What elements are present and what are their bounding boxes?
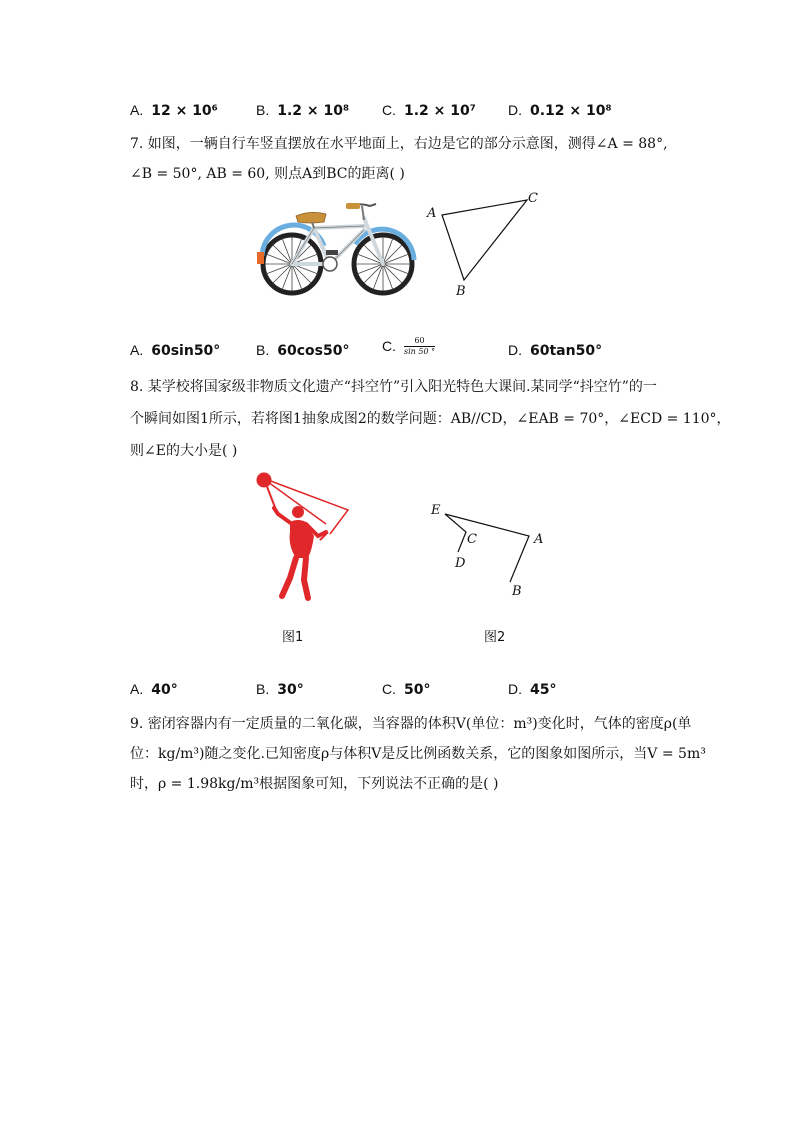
q8-option-a-value: 40° bbox=[151, 682, 178, 698]
q8-option-d bbox=[508, 681, 556, 698]
point-label-b: B bbox=[512, 584, 522, 599]
q9-text-line-2: 位：kg/m³)随之变化.已知密度ρ与体积V是反比例函数关系，它的图象如图所示，当V = 5m³ bbox=[130, 746, 706, 762]
bicycle-illustration bbox=[252, 198, 418, 300]
point-label-b: B bbox=[456, 284, 466, 299]
point-label-c: C bbox=[467, 532, 477, 547]
q8-option-d-value: 45° bbox=[530, 682, 557, 698]
q7-triangle-diagram bbox=[424, 190, 544, 300]
q8-geometry-diagram bbox=[428, 500, 558, 600]
q7-option-c-fraction bbox=[404, 336, 435, 357]
q6-option-d-value: 0.12 × 10⁸ bbox=[530, 103, 612, 119]
q8-option-c-label: C. bbox=[382, 681, 396, 697]
q7-option-a-value: 60sin50° bbox=[151, 343, 221, 359]
q8-text-line-2: 个瞬间如图1所示，若将图1抽象成图2的数学问题：AB//CD，∠EAB = 70°，∠ECD = 110°， bbox=[130, 411, 731, 427]
q6-option-b-label: B. bbox=[256, 102, 270, 118]
q8-option-d-label: D. bbox=[508, 681, 522, 697]
q7-text-line-1: 7. 如图，一辆自行车竖直摆放在水平地面上，右边是它的部分示意图，测得∠A = 88°, bbox=[130, 136, 668, 152]
triangle-abc bbox=[442, 200, 527, 280]
q7-option-c-numerator: 60 bbox=[404, 336, 435, 347]
q8-option-b-label: B. bbox=[256, 681, 270, 697]
q7-option-b bbox=[256, 342, 349, 359]
point-label-a: A bbox=[534, 532, 544, 547]
q6-option-a bbox=[130, 102, 218, 119]
player-left-arm bbox=[274, 508, 292, 524]
point-label-e: E bbox=[431, 503, 441, 518]
q7-text-line-2: ∠B = 50°, AB = 60, 则点A到BC的距离( ) bbox=[130, 166, 405, 182]
player-head bbox=[292, 506, 304, 518]
player-legs bbox=[282, 558, 308, 598]
q8-option-a-label: A. bbox=[130, 681, 144, 697]
q7-option-c-label: C. bbox=[382, 337, 396, 354]
q7-option-d-label: D. bbox=[508, 342, 522, 358]
q8-option-b-value: 30° bbox=[277, 682, 304, 698]
q7-option-c-denominator: sin 50 ° bbox=[404, 347, 436, 356]
segment-ec-cd bbox=[445, 514, 466, 552]
q6-option-d bbox=[508, 102, 612, 119]
q9-text-line-3: 时，ρ = 1.98kg/m³根据图象可知，下列说法不正确的是( ) bbox=[130, 776, 499, 792]
figure-1-caption: 图1 bbox=[282, 630, 304, 645]
q6-option-a-value: 12 × 10⁶ bbox=[151, 103, 218, 119]
q7-option-d-value: 60tan50° bbox=[530, 343, 603, 359]
bicycle-rear-light bbox=[257, 252, 264, 264]
q8-text-line-3: 则∠E的大小是( ) bbox=[130, 443, 238, 459]
bicycle-handle-grip bbox=[346, 203, 360, 209]
q8-option-c bbox=[382, 681, 430, 698]
q9-text-line-1: 9. 密闭容器内有一定质量的二氧化碳，当容器的体积V(单位：m³)变化时，气体的密度ρ(单 bbox=[130, 716, 692, 732]
q6-option-a-label: A. bbox=[130, 102, 144, 118]
q7-option-a-label: A. bbox=[130, 342, 144, 358]
q6-option-c bbox=[382, 102, 476, 119]
q7-option-b-value: 60cos50° bbox=[277, 343, 350, 359]
point-label-d: D bbox=[455, 556, 466, 571]
q6-option-b-value: 1.2 × 10⁸ bbox=[277, 103, 350, 119]
q8-option-c-value: 50° bbox=[404, 682, 431, 698]
q8-option-a bbox=[130, 681, 178, 698]
q7-option-a bbox=[130, 342, 220, 359]
q8-text-line-1: 8. 某学校将国家级非物质文化遗产“抖空竹”引入阳光特色大课间.某同学“抖空竹”的一 bbox=[130, 379, 657, 395]
point-label-c: C bbox=[528, 191, 538, 206]
diabolo-player-figure bbox=[252, 470, 356, 602]
figure-2-caption: 图2 bbox=[484, 630, 506, 645]
bicycle-seat bbox=[296, 212, 326, 223]
q7-option-b-label: B. bbox=[256, 342, 270, 358]
point-label-a: A bbox=[427, 206, 437, 221]
q7-option-d bbox=[508, 342, 602, 359]
q6-option-d-label: D. bbox=[508, 102, 522, 118]
q8-option-b bbox=[256, 681, 304, 698]
q7-option-c bbox=[382, 336, 435, 357]
q6-option-c-value: 1.2 × 10⁷ bbox=[404, 103, 476, 119]
q6-option-c-label: C. bbox=[382, 102, 396, 118]
bicycle-pedal bbox=[326, 250, 338, 255]
bicycle-chainring bbox=[323, 257, 337, 271]
q6-option-b bbox=[256, 102, 349, 119]
